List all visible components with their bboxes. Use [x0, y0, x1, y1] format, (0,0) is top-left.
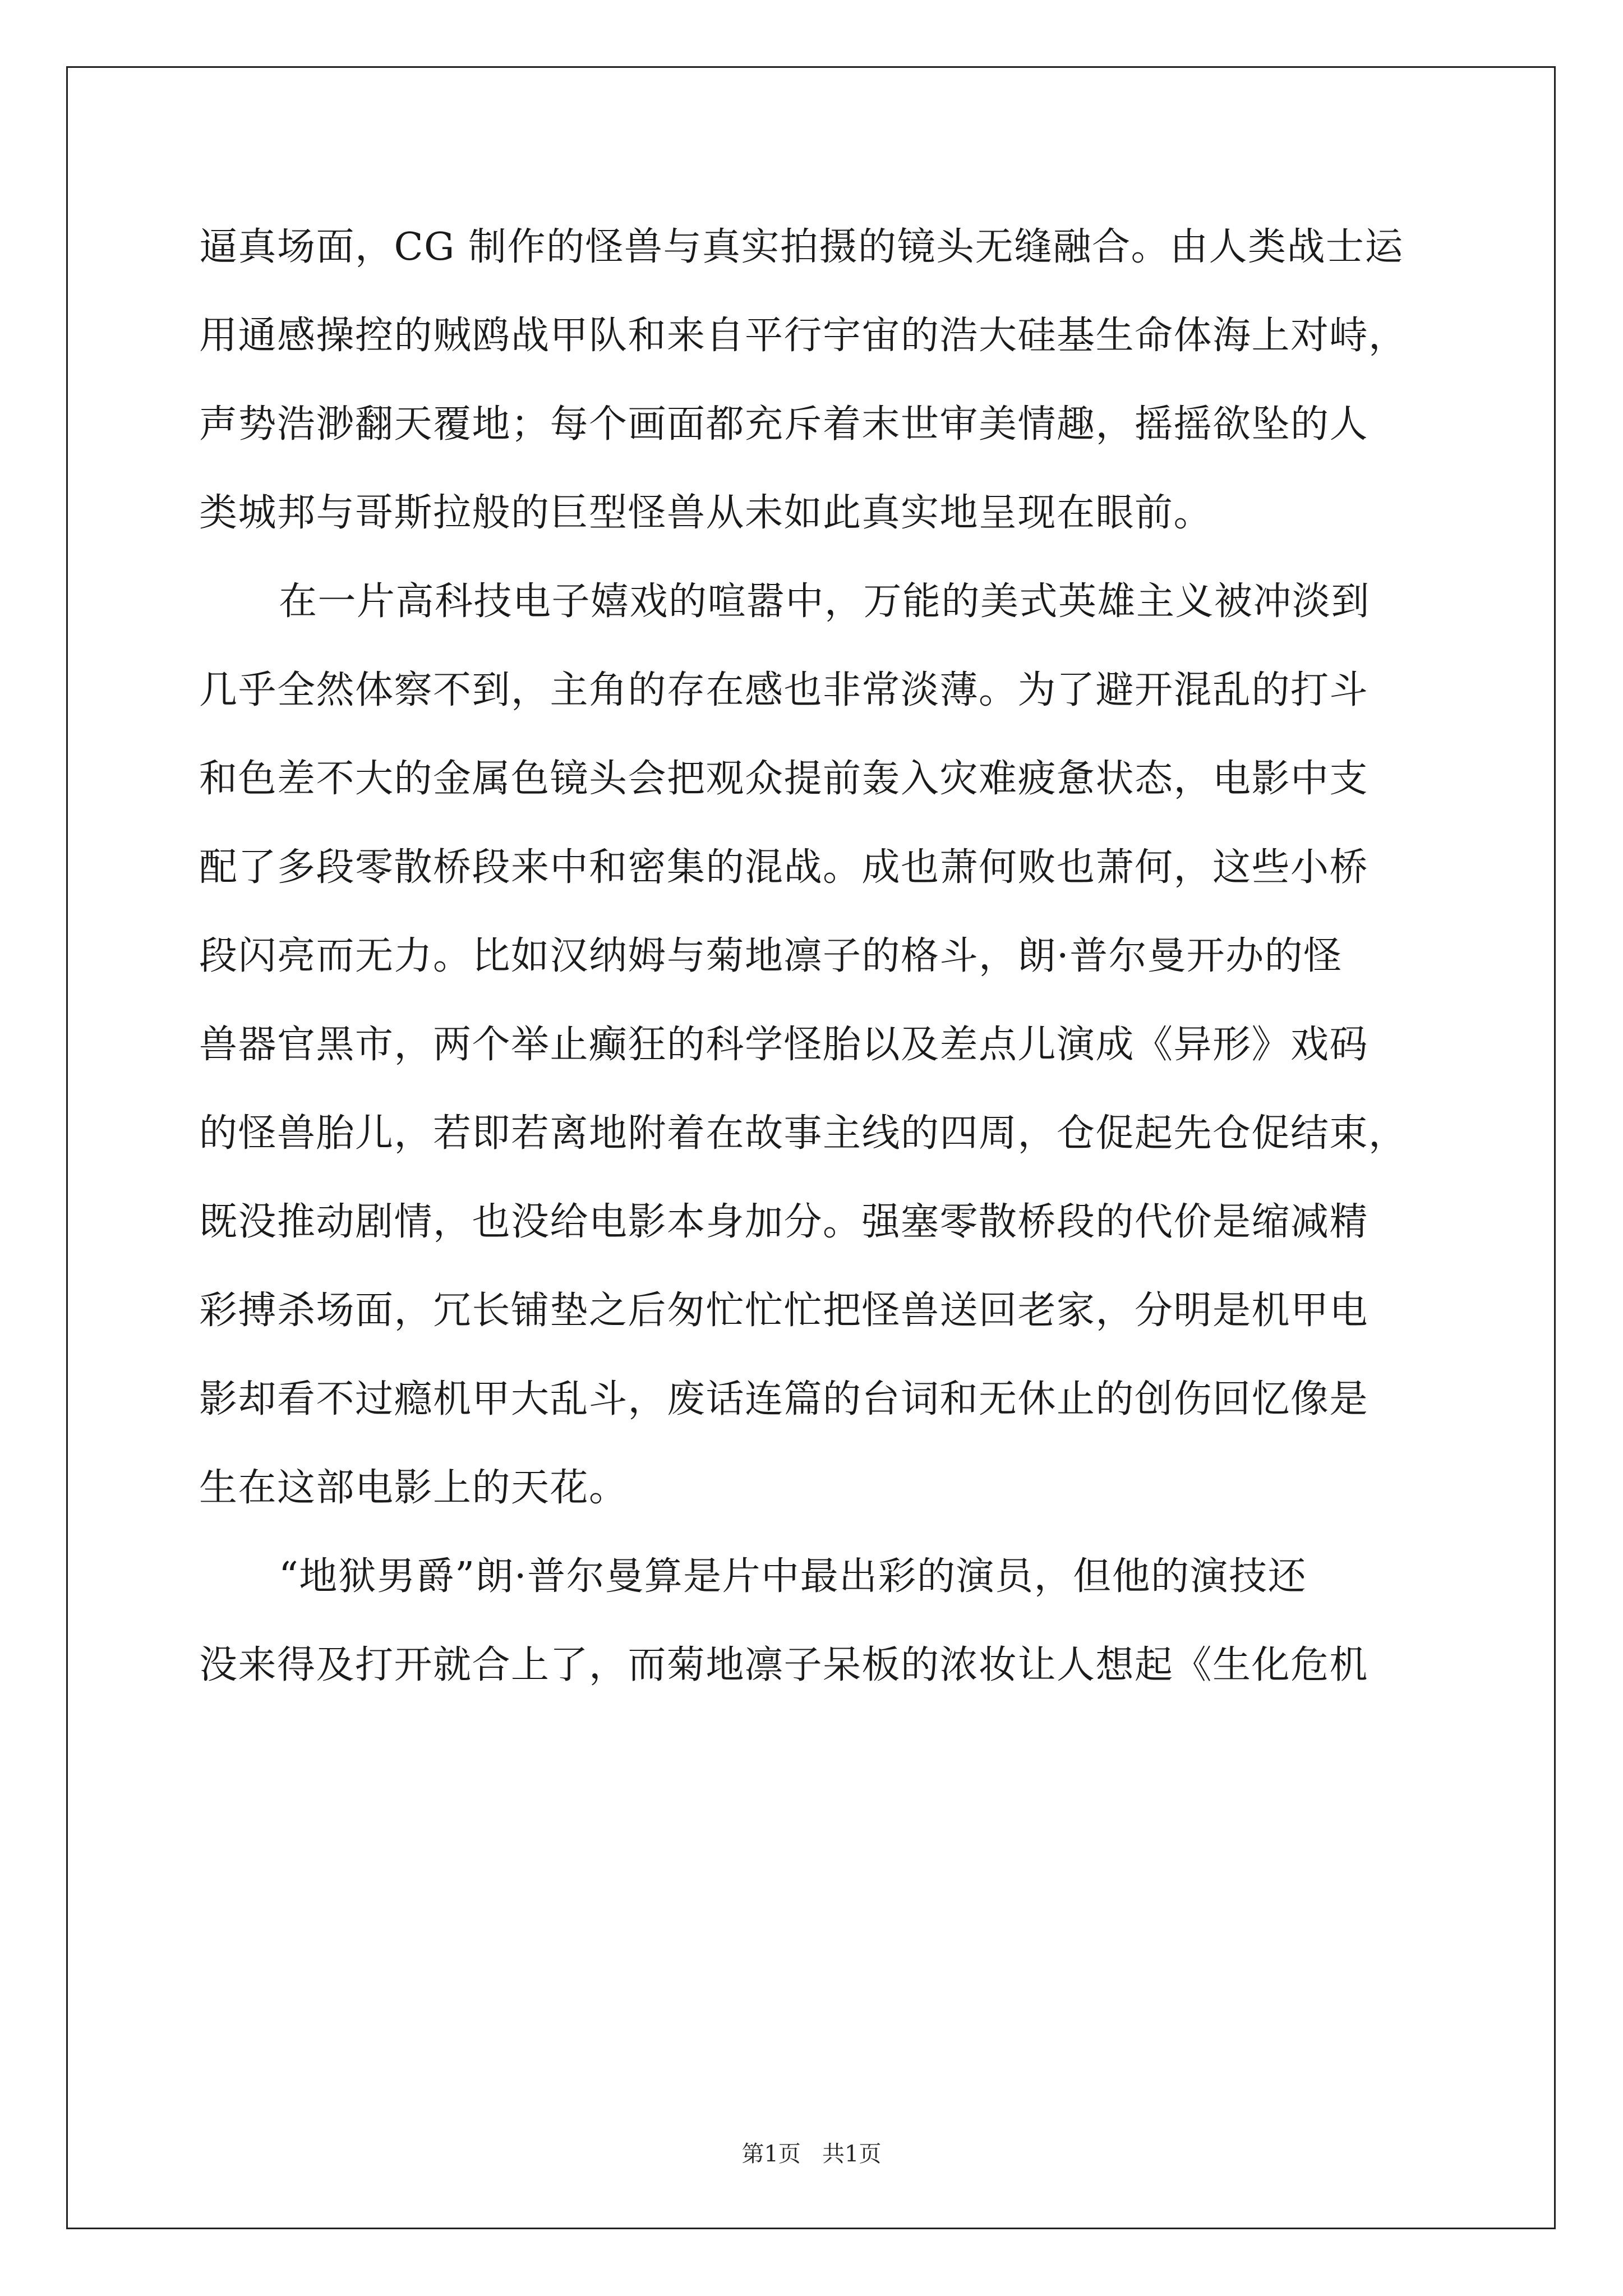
- page-number-footer: 第1页 共1页: [741, 2141, 882, 2167]
- text-line: 逼真场面，CG 制作的怪兽与真实拍摄的镜头无缝融合。由人类战士运: [199, 225, 1404, 269]
- text-line: 几乎全然体察不到，主角的存在感也非常淡薄。为了避开混乱的打斗: [199, 668, 1369, 712]
- text-line: 类城邦与哥斯拉般的巨型怪兽从未如此真实地呈现在眼前。: [199, 491, 1213, 535]
- text-line: 影却看不过瘾机甲大乱斗，废话连篇的台词和无休止的创伤回忆像是: [199, 1377, 1369, 1421]
- text-line: “地狱男爵”朗·普尔曼算是片中最出彩的演员，但他的演技还: [279, 1554, 1307, 1599]
- text-line: 段闪亮而无力。比如汉纳姆与菊地凛子的格斗，朗·普尔曼开办的怪: [199, 934, 1343, 978]
- text-line: 既没推动剧情，也没给电影本身加分。强塞零散桥段的代价是缩减精: [199, 1200, 1369, 1244]
- text-line: 声势浩渺翻天覆地；每个画面都充斥着末世审美情趣，摇摇欲坠的人: [199, 402, 1369, 447]
- paragraph: [199, 203, 1427, 558]
- text-line: 生在这部电影上的天花。: [199, 1466, 628, 1510]
- paragraph: [199, 558, 1427, 1533]
- text-line: 没来得及打开就合上了，而菊地凛子呆板的浓妆让人想起《生化危机: [199, 1643, 1369, 1687]
- text-line: 用通感操控的贼鸥战甲队和来自平行宇宙的浩大硅基生命体海上对峙，: [199, 314, 1408, 358]
- text-line: 在一片高科技电子嬉戏的喧嚣中，万能的美式英雄主义被冲淡到: [279, 579, 1371, 624]
- text-line: 和色差不大的金属色镜头会把观众提前轰入灾难疲惫状态，电影中支: [199, 757, 1369, 801]
- paragraph: [199, 1533, 1427, 1710]
- text-line: 的怪兽胎儿，若即若离地附着在故事主线的四周，仓促起先仓促结束，: [199, 1111, 1408, 1156]
- text-line: 兽器官黑市，两个举止癫狂的科学怪胎以及差点儿演成《异形》戏码: [199, 1023, 1369, 1067]
- document-body: [199, 203, 1427, 1710]
- text-line: 配了多段零散桥段来中和密集的混战。成也萧何败也萧何，这些小桥: [199, 845, 1369, 890]
- text-line: 彩搏杀场面，冗长铺垫之后匆忙忙忙把怪兽送回老家，分明是机甲电: [199, 1289, 1369, 1333]
